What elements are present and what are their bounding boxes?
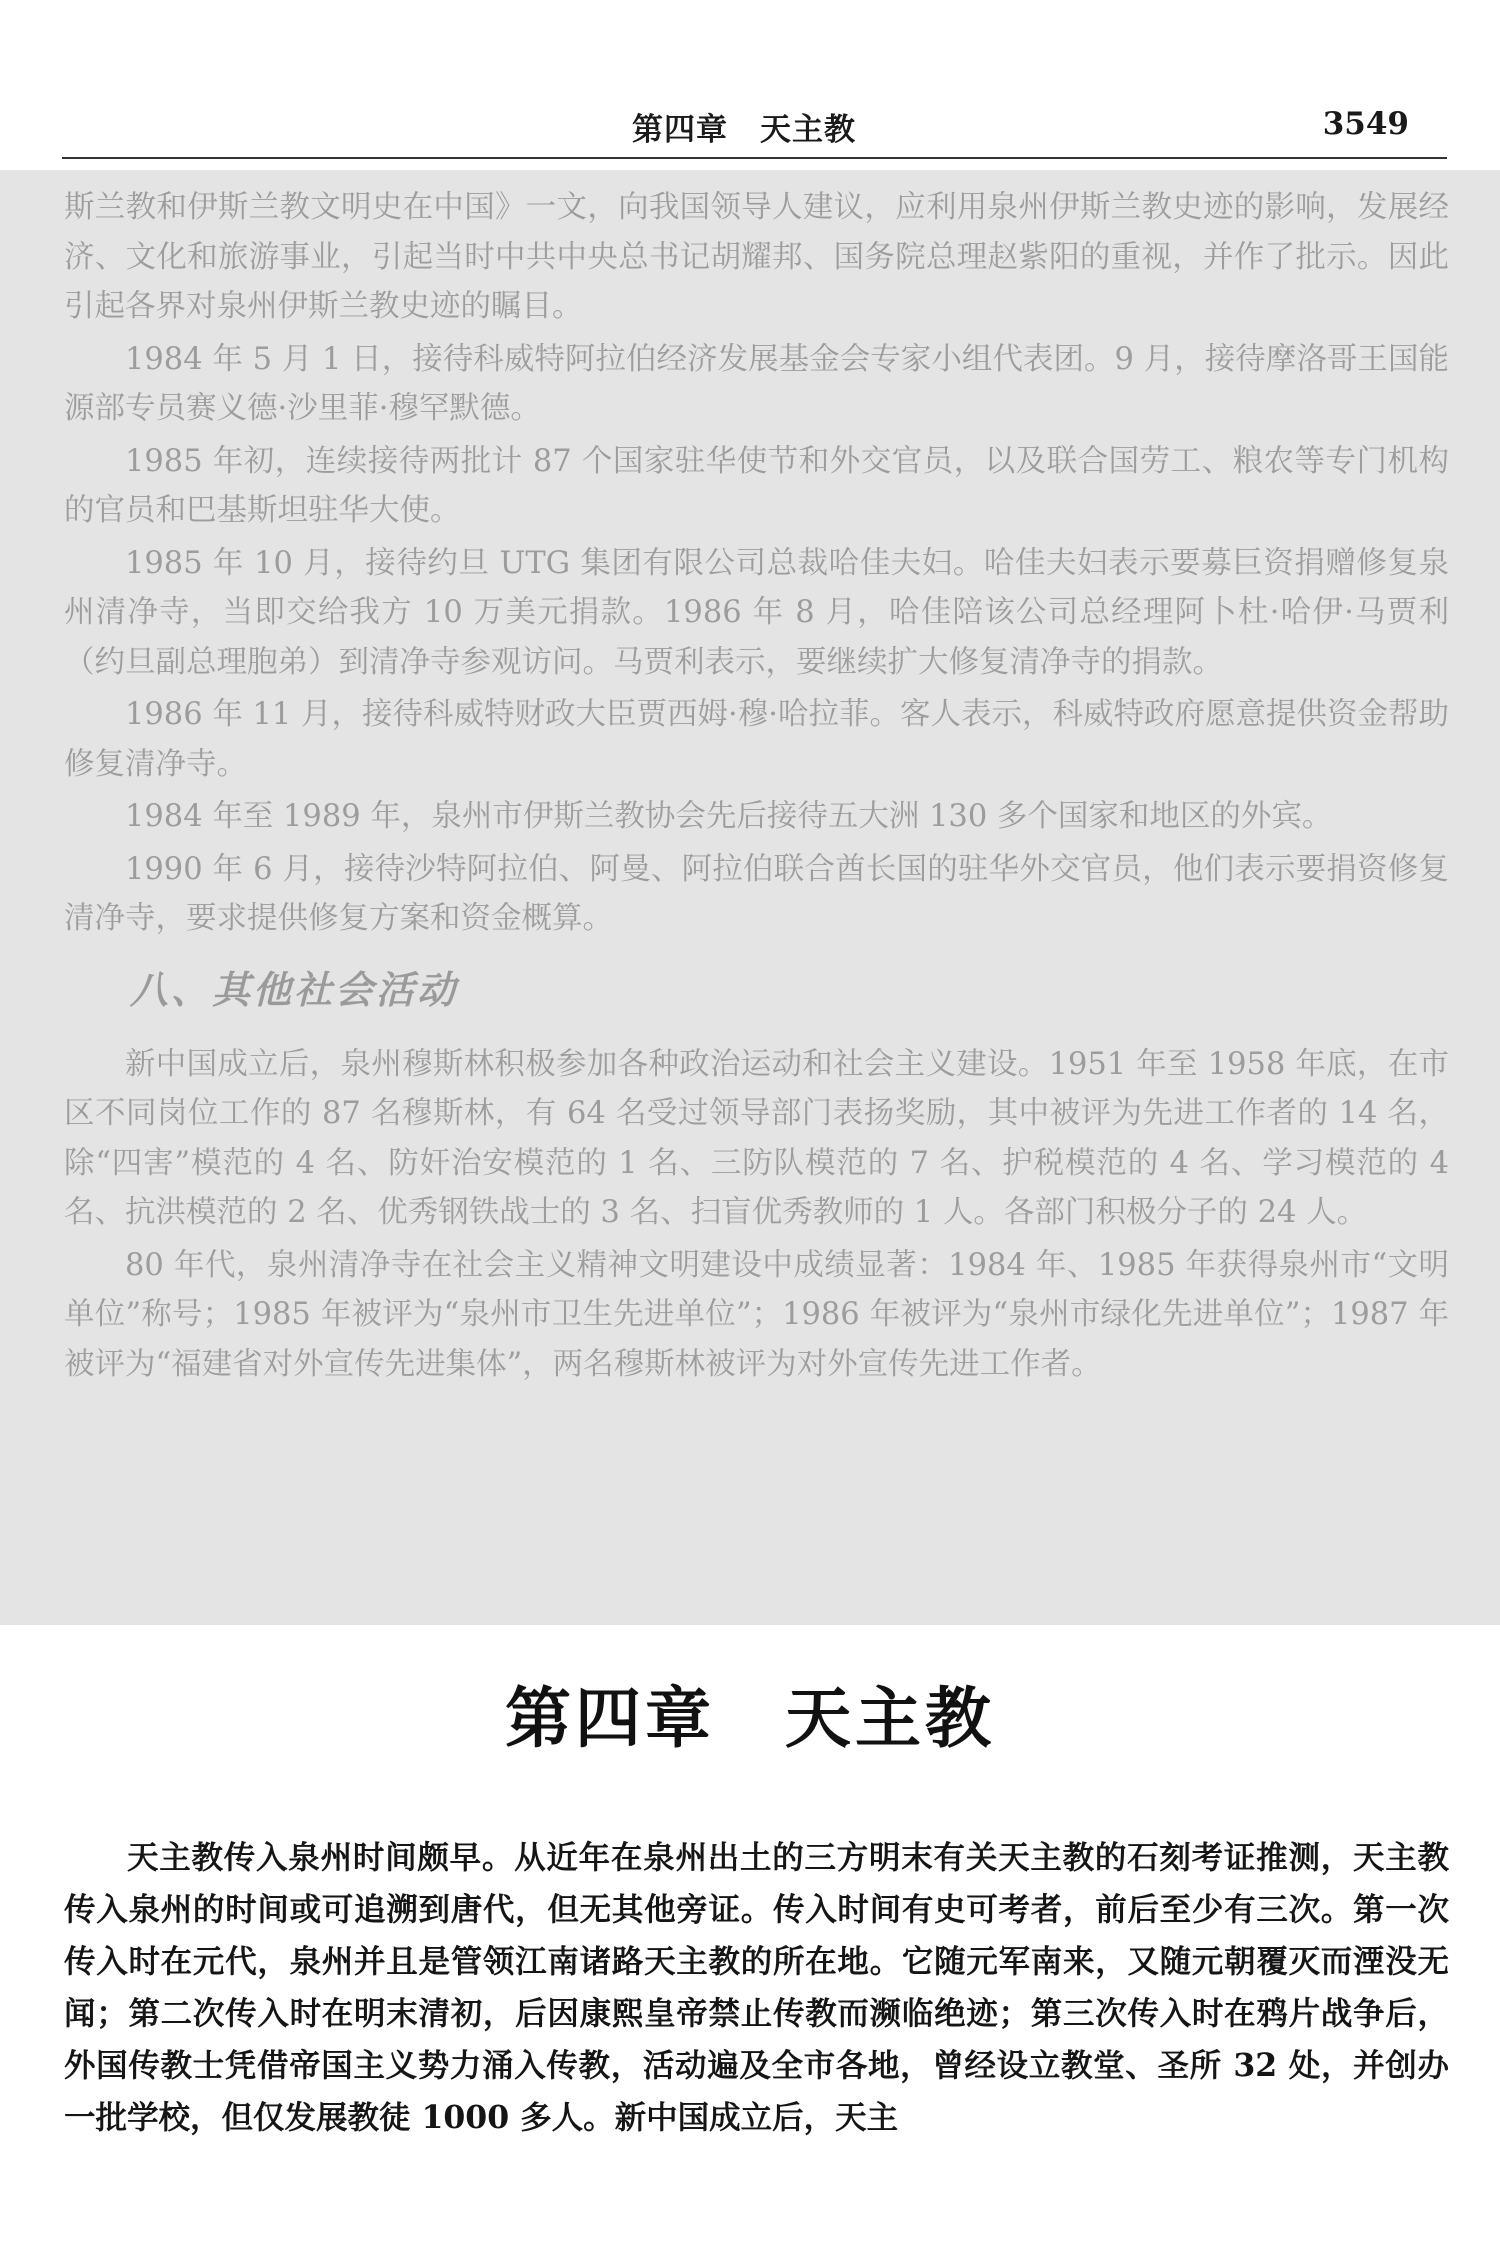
running-header [62, 104, 1447, 154]
section-heading: 八、其他社会活动 [130, 966, 459, 1012]
previous-section-text [64, 183, 1449, 1392]
running-header-chapter: 第四章 天主教 [632, 112, 856, 148]
header-rule [62, 157, 1447, 159]
paragraph-continued: 斯兰教和伊斯兰教文明史在中国》一文，向我国领导人建议，应利用泉州伊斯兰教史迹的影响，发展经济、文化和旅游事业，引起当时中共中央总书记胡耀邦、国务院总理赵紫阳的重视，并作了批示。因此引起各界对泉州伊斯兰教史迹的瞩目。 [64, 190, 1449, 324]
paragraph: 1985 年 10 月，接待约旦 UTG 集团有限公司总裁哈佳夫妇。哈佳夫妇表示要募巨资捐赠修复泉州清净寺，当即交给我方 10 万美元捐款。1986 年 8 月，哈佳陪该公司总经理阿卜杜·哈伊·马贾利（约旦副总理胞弟）到清净寺参观访问。马贾利表示，要继续扩大修复清净寺的捐款。 [64, 545, 1449, 680]
paragraph: 1986 年 11 月，接待科威特财政大臣贾西姆·穆·哈拉菲。客人表示，科威特政府愿意提供资金帮助修复清净寺。 [64, 697, 1449, 782]
paragraph: 1985 年初，连续接待两批计 87 个国家驻华使节和外交官员，以及联合国劳工、粮农等专门机构的官员和巴基斯坦驻华大使。 [64, 443, 1449, 528]
paragraph: 1984 年至 1989 年，泉州市伊斯兰教协会先后接待五大洲 130 多个国家和地区的外宾。 [125, 799, 1333, 834]
chapter-body [64, 1832, 1449, 2144]
page-number: 3549 [1322, 106, 1409, 142]
paragraph: 新中国成立后，泉州穆斯林积极参加各种政治运动和社会主义建设。1951 年至 1958 年底，在市区不同岗位工作的 87 名穆斯林，有 64 名受过领导部门表扬奖励，其中被评为先进工作者的 14 名，除“四害”模范的 4 名、防奸治安模范的 1 名、三防队模范的 7 名、护税模范的 4 名、学习模范的 4 名、抗洪模范的 2 名、优秀钢铁战士的 3 名、扫盲优秀教师的 1 人。各部门积极分子的 24 人。 [64, 1046, 1449, 1230]
paragraph: 天主教传入泉州时间颇早。从近年在泉州出土的三方明末有关天主教的石刻考证推测，天主教传入泉州的时间或可追溯到唐代，但无其他旁证。传入时间有史可考者，前后至少有三次。第一次传入时在元代，泉州并且是管领江南诸路天主教的所在地。它随元军南来，又随元朝覆灭而湮没无闻；第二次传入时在明末清初，后因康熙皇帝禁止传教而濒临绝迹；第三次传入时在鸦片战争后，外国传教士凭借帝国主义势力涌入传教，活动遍及全市各地，曾经设立教堂、圣所 32 处，并创办一批学校，但仅发展教徒 1000 多人。新中国成立后，天主 [64, 1839, 1449, 2136]
paragraph: 1990 年 6 月，接待沙特阿拉伯、阿曼、阿拉伯联合酋长国的驻华外交官员，他们表示要捐资修复清净寺，要求提供修复方案和资金概算。 [64, 851, 1449, 936]
chapter-title: 第四章 天主教 [505, 1680, 995, 1757]
paragraph: 1984 年 5 月 1 日，接待科威特阿拉伯经济发展基金会专家小组代表团。9 月，接待摩洛哥王国能源部专员赛义德·沙里菲·穆罕默德。 [64, 341, 1449, 426]
paragraph: 80 年代，泉州清净寺在社会主义精神文明建设中成绩显著：1984 年、1985 年获得泉州市“文明单位”称号；1985 年被评为“泉州市卫生先进单位”；1986 年被评为“泉州市绿化先进单位”；1987 年被评为“福建省对外宣传先进集体”，两名穆斯林被评为对外宣传先进工作者。 [64, 1247, 1449, 1382]
